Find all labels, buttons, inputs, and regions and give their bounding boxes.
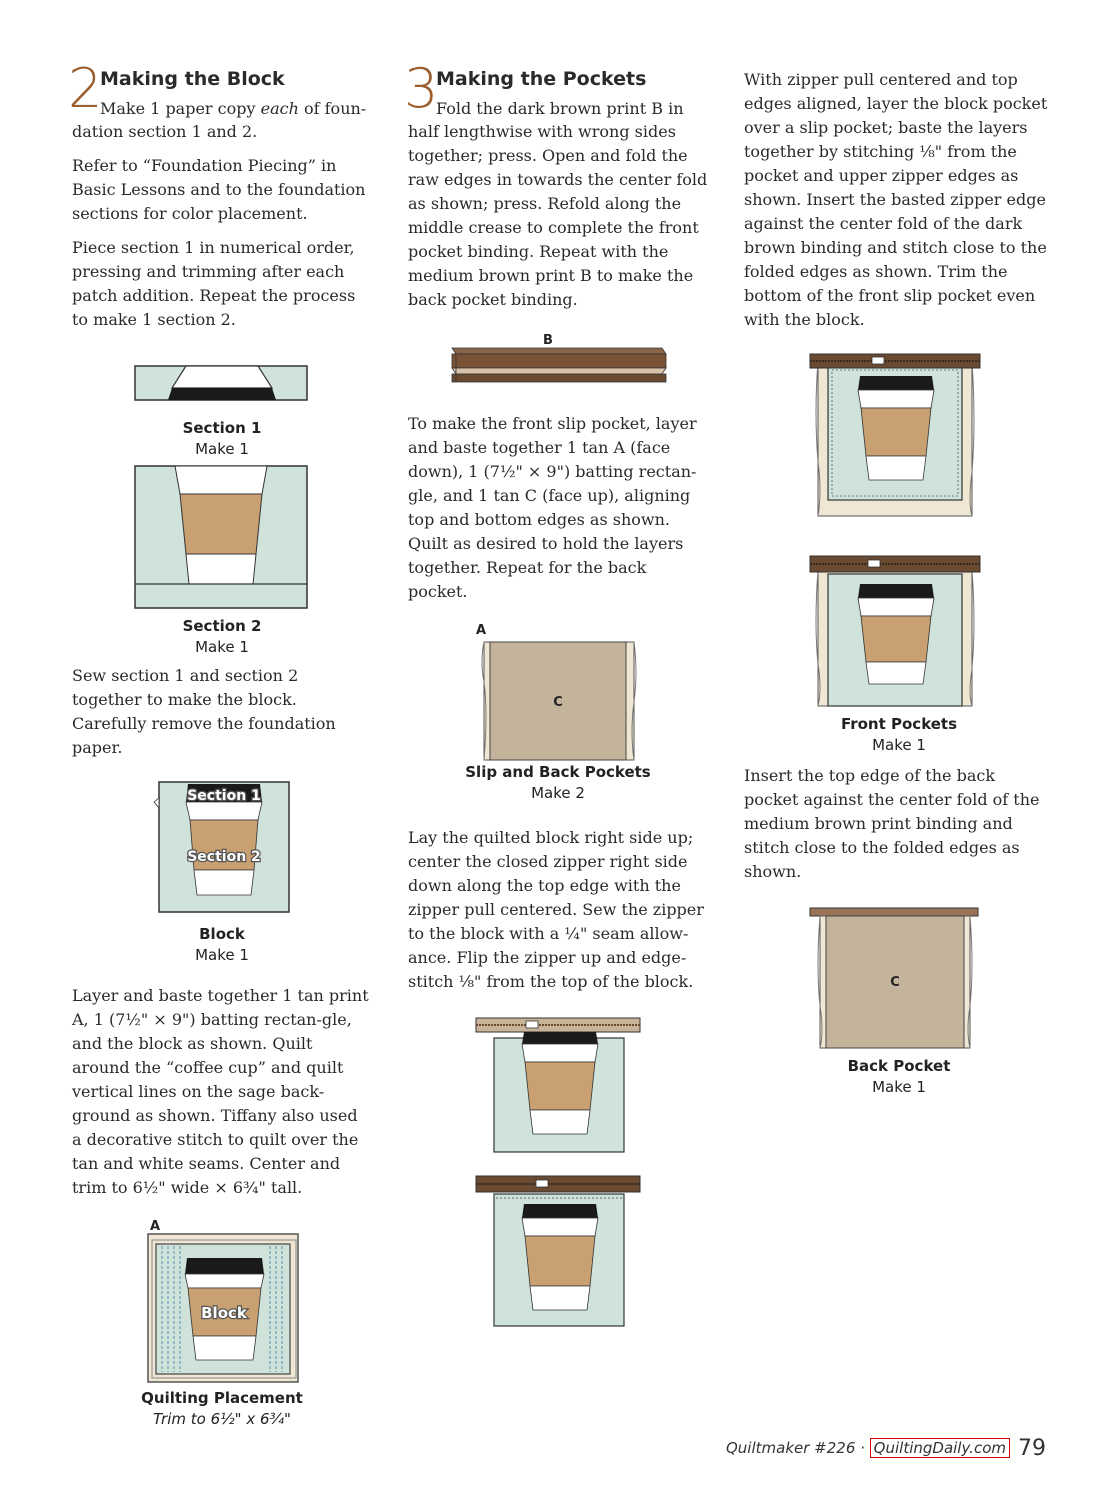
paragraph: Lay the quilted block right side up; center the closed zipper right side down along the top edge with the zipper pull centered. Sew the zipper to the block with a ¼" seam allow-ance. Flip the zipper up and edge-stitch ⅛" from the top of the block. [408,828,704,991]
block-label-section-2: Section 2 [187,849,261,865]
step-3-heading [404,57,708,120]
paragraph: Piece section 1 in numerical order, pressing and trimming after each patch addition. Repeat the process to make 1 section 2. [72,238,356,329]
zipper-up-diagram [408,1174,708,1330]
publication-name: Quiltmaker #226 · [725,1439,870,1457]
front-pocket-layered-diagram [744,352,1054,520]
page-number: 79 [1018,1436,1046,1461]
paragraph: Insert the top edge of the back pocket against the center fold of the medium brown print binding and stitch close to the folded edges as shown. [744,766,1040,881]
block-caption: Block Make 1 [195,925,249,964]
paragraph: Sew section 1 and section 2 together to make the block. Carefully remove the foundation paper. [72,666,336,757]
step-first-line: Fold the dark brown print B in [436,99,684,118]
block-label-section-1: Section 1 [187,788,261,804]
fabric-letter-a: A [150,1219,161,1234]
paragraph: Layer and baste together 1 tan print A, 1 (7½" × 9") batting rectan-gle, and the block as shown. Quilt around the “coffee cup” and quilt vertical lines on the sage back-ground as shown. Tiffany also used a decorative stitch to quilt over the tan and white seams. Center and trim to 6½" wide × 6¾" tall. [72,986,369,1197]
front-pocket-finished-diagram [744,554,1054,710]
slip-pocket-caption: Slip and Back Pockets Make 2 [465,763,651,802]
column-3 [744,68,1054,1098]
column-1 [68,57,372,1430]
page-footer [726,1436,1046,1461]
quilt-block-label: Block [201,1304,247,1322]
column-2 [404,57,708,1330]
binding-diagram [408,332,708,392]
paragraph: To make the front slip pocket, layer and baste together 1 tan A (face down), 1 (7½" × 9") batting rectan-gle, and 1 tan C (face up), aligning top and bottom edges as shown. Quilt as desired to hold the layers together. Repeat for the back pocket. [408,414,697,601]
section-1-diagram [72,364,372,414]
fabric-letter-b: B [543,333,553,348]
section-1-caption: Section 1 Make 1 [182,419,262,458]
paragraph: With zipper pull centered and top edges aligned, layer the block pocket over a slip pocket; baste the layers together by stitching ⅛" from the pocket and upper zipper edges as shown. Insert the basted zipper edge against the center fold of the dark brown binding and stitch close to the folded edges as shown. Trim the bottom of the front slip pocket even with the block. [744,70,1048,329]
step-number: 3 [404,57,439,120]
website-link[interactable]: QuiltingDaily.com [870,1438,1010,1458]
fabric-letter-c: C [890,975,900,990]
fabric-letter-a: A [476,623,487,638]
section-2-caption: Section 2 Make 1 [182,617,262,656]
back-pocket-caption: Back Pocket Make 1 [847,1057,951,1096]
block-diagram [72,780,372,916]
step-first-line: Make 1 paper copy each of foun- [100,99,367,118]
step-number: 2 [68,57,103,120]
step-title: Making the Block [100,68,285,90]
back-pocket-diagram [744,906,1054,1052]
paragraph: dation section 1 and 2. [72,122,258,141]
step-title: Making the Pockets [436,68,647,90]
quilting-placement-caption: Quilting Placement Trim to 6½" x 6¾" [141,1389,303,1428]
quilting-placement-diagram [72,1218,372,1388]
paragraph: Refer to “Foundation Piecing” in Basic Lessons and to the foundation sections for color placement. [72,156,366,223]
paragraph: half lengthwise with wrong sides together; press. Open and fold the raw edges in towards the center fold as shown; press. Refold along the middle crease to complete the front pocket binding. Repeat with the medium brown print B to make the back pocket binding. [408,122,708,309]
slip-pocket-diagram [408,622,708,762]
section-2-diagram [72,464,372,612]
zipper-down-diagram [408,1016,708,1156]
fabric-letter-c: C [553,695,563,710]
front-pockets-caption: Front Pockets Make 1 [840,715,958,754]
step-2-heading [68,57,372,120]
